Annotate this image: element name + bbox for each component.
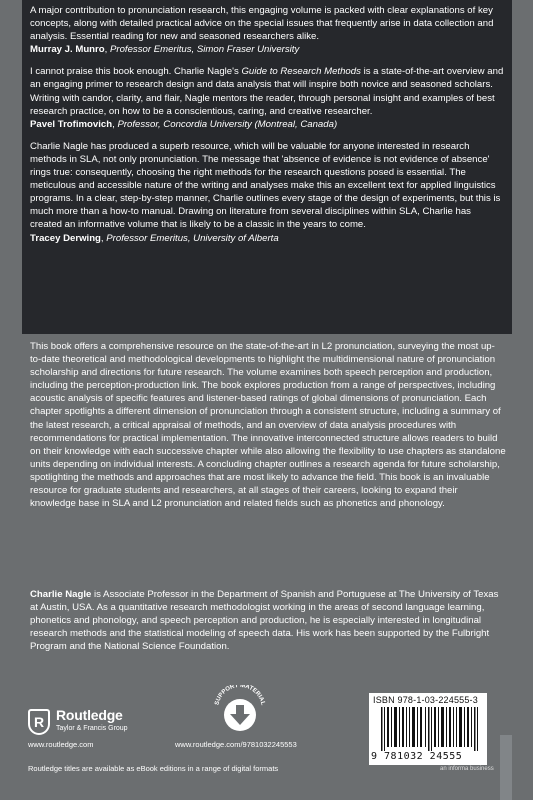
author-name: Charlie Nagle	[30, 589, 92, 600]
ebook-note: Routledge titles are available as eBook editions in a range of digital formats	[28, 764, 279, 773]
author-bio-text: is Associate Professor in the Department of Spanish and Portuguese at The University of Texas at Austin, USA. As a quantitative research methodologist working in the areas of second language learning, phonetics and phonology, and speech perception and production, he is especially interested in longitudinal research methods and the statistical modeling of speech data. His work has been supported by the Fulbright Program and the National Science Foundation.	[30, 589, 499, 653]
support-material-url[interactable]: www.routledge.com/9781032245553	[175, 740, 297, 749]
endorser-affiliation: Professor Emeritus, Simon Fraser University	[109, 44, 300, 56]
endorsement-attribution: Murray J. Munro, Professor Emeritus, Simon Fraser University	[30, 44, 300, 56]
endorsement-text: I cannot praise this book enough. Charlie Nagle's	[30, 66, 242, 78]
endorser-name: Tracey Derwing	[30, 232, 101, 244]
informa-tagline: an informa business	[440, 766, 494, 772]
isbn-label: ISBN 978-1-03-224555-3	[373, 695, 478, 705]
spine-stripe	[500, 735, 512, 800]
praise-box	[22, 0, 512, 334]
endorsement-3	[30, 140, 504, 245]
isbn-barcode	[369, 693, 487, 765]
endorsement-text: A major contribution to pronunciation research, this engaging volume is packed with clear explanations of key concepts, along with detailed practical advice on the special issues that frequently arise in data collection and analysis. Essential reading for new and seasoned researchers alike.	[30, 5, 494, 43]
endorsement-2	[30, 65, 504, 130]
endorsement-text: is a state-of-the-art overview and an engaging primer to research design and data analysis that will inspire both novice and seasoned scholars. Writing with candor, clarity, and flair, Nagle mentors the reader, through personal insight and examples of best research practice, on how to be a conscientious, caring, and creative researcher.	[30, 66, 504, 117]
routledge-logo-icon: R	[28, 709, 50, 735]
endorsements	[30, 4, 504, 254]
publisher-name: Routledge	[56, 707, 123, 723]
book-title: Guide to Research Methods	[241, 66, 361, 78]
endorser-affiliation: Professor, Concordia University (Montreal, Canada)	[117, 118, 338, 130]
isbn-digits: 9 781032 24555	[371, 751, 463, 762]
author-bio	[30, 588, 506, 653]
endorsement-attribution: Tracey Derwing, Professor Emeritus, University of Alberta	[30, 232, 279, 244]
endorser-name: Pavel Trofimovich	[30, 118, 113, 130]
support-material-icon	[210, 685, 270, 735]
book-description	[30, 340, 506, 519]
description-text: This book offers a comprehensive resource on the state-of-the-art in L2 pronunciation, surveying the most up-to-date theoretical and methodological developments to highlight the multidimensional nature of pronunciation scholarship and directions for future research. The volume examines both speech perception and production, including the perception-production link. The book explores production from a range of perspectives, including acoustic analysis of specific features and listener-based ratings of global dimensions of pronunciation. Each chapter spotlights a different dimension of pronunciation through a consistent structure, including a summary of the latest research, a critical appraisal of methods, and an overview of data analysis procedures with recommendations for practical implementation. The innovative interconnected structure allows readers to build on their knowledge with each successive chapter while also allowing the flexibility to use chapters as standalone units depending on individual interests. A concluding chapter outlines a research agenda for future scholarship, spotlighting the methods and approaches that are most likely to advance the field. This book is an invaluable resource for graduate students and researchers, at all stages of their careers, looking to expand their knowledge base in SLA and L2 pronunciation and related fields such as phonetics and phonology.	[30, 341, 506, 510]
publisher-subtitle: Taylor & Francis Group	[56, 725, 128, 732]
support-material-badge	[210, 685, 270, 735]
endorsement-attribution: Pavel Trofimovich, Professor, Concordia University (Montreal, Canada)	[30, 118, 338, 130]
endorsement-1	[30, 4, 504, 56]
endorser-affiliation: Professor Emeritus, University of Alberta	[106, 232, 279, 244]
endorsement-text: Charlie Nagle has produced a superb resource, which will be valuable for anyone interested in research methods in SLA, not only pronunciation. The message that 'absence of evidence is not evidence of absence' rings true: consequently, choosing the right methods for the research questions posed is essential. The meticulous and accessible nature of the writing and analyses make this an excellent text for applied linguistics programs. In a clear, step-by-step manner, Charlie outlines every stage of the design of experiments, but this is much more than a how-to manual. Drawing on literature from several disciplines within SLA, Charlie has created an informative volume that is likely to be a classic in the years to come.	[30, 140, 501, 231]
publisher-url[interactable]: www.routledge.com	[28, 740, 94, 749]
badge-text: SUPPORT MATERIAL	[214, 685, 266, 706]
barcode-icon	[381, 707, 485, 751]
endorser-name: Murray J. Munro	[30, 44, 105, 56]
